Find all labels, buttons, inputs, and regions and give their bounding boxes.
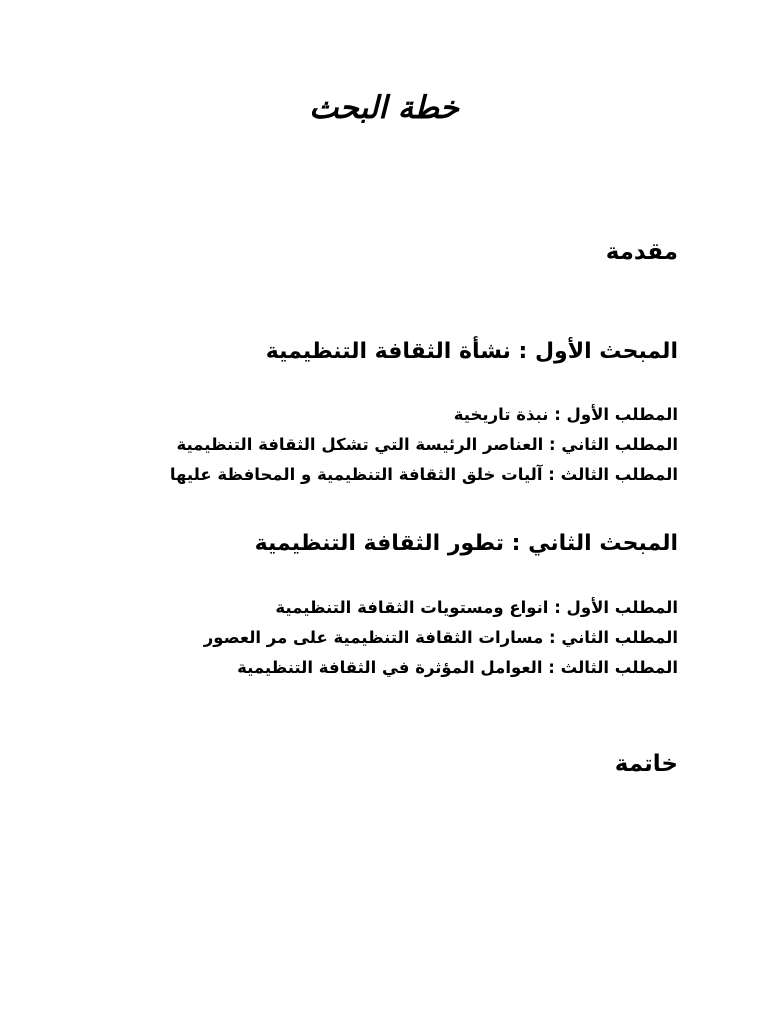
- chapter-2-section-3: المطلب الثالث : العوامل المؤثرة في الثقافة التنظيمية: [237, 658, 678, 677]
- chapter-1-section-1: المطلب الأول : نبذة تاريخية: [453, 405, 678, 424]
- chapter-1-section-2: المطلب الثاني : العناصر الرئيسة التي تشكل الثقافة التنظيمية: [176, 435, 678, 454]
- chapter-2-heading: المبحث الثاني : تطور الثقافة التنظيمية: [254, 531, 678, 556]
- chapter-2-section-1: المطلب الأول : انواع ومستويات الثقافة التنظيمية: [275, 598, 678, 617]
- intro-heading: مقدمة: [605, 239, 678, 265]
- chapter-1-sections: [78, 400, 678, 490]
- chapter-2-section-2: المطلب الثاني : مسارات الثقافة التنظيمية على مر العصور: [203, 628, 678, 647]
- document-title: خطة البحث: [309, 90, 459, 126]
- chapter-1-heading: المبحث الأول : نشأة الثقافة التنظيمية: [265, 339, 678, 364]
- chapter-1-section-3: المطلب الثالث : آليات خلق الثقافة التنظيمية و المحافظة عليها: [169, 465, 678, 484]
- chapter-2-sections: [78, 593, 678, 683]
- conclusion-heading: خاتمة: [614, 751, 678, 777]
